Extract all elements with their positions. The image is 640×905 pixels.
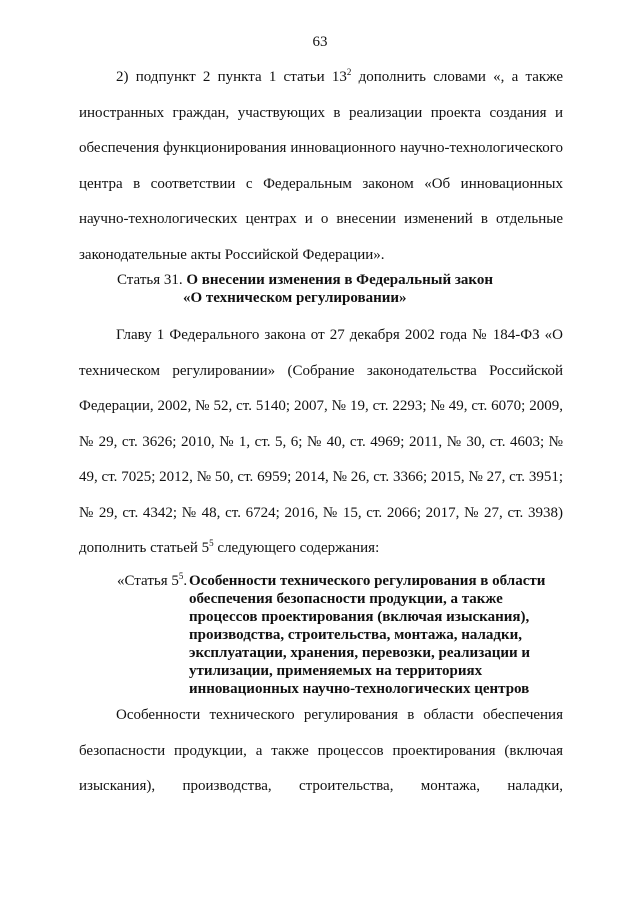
new-article-title-line: эксплуатации, хранения, перевозки, реализации и	[189, 645, 531, 661]
paragraph-amendment-13-2	[79, 60, 563, 273]
new-article-title-line: инновационных научно-технологических центров	[189, 681, 530, 697]
paragraph-chapter-text-start: Главу 1 Федерального закона от 27 декабря 2002 года № 184-ФЗ «О техническом регулировании» (Собрание законодательства Российской Федерации, 2002, № 52, ст. 5140; 2007, № 19, ст. 2293; № 49, ст. 6070; 2009, № 29, ст. 3626; 2010, № 1, ст. 5, 6; № 40, ст. 4969; 2011, № 30, ст. 4603; № 49, ст. 7025; 2012, № 50, ст. 6959; 2014, № 26, ст. 3366; 2015, № 27, ст. 3951; № 29, ст. 4342; № 48, ст. 6724; 2016, № 15, ст. 2066; 2017, № 27, ст. 3938) дополнить статьей 5	[79, 327, 563, 556]
new-article-title-line: процессов проектирования (включая изыскания),	[189, 609, 530, 625]
paragraph-amendment-text-end: дополнить словами «, а также иностранных граждан, участвующих в реализации проекта создания и обеспечения функционирования инновационного научно-технологического центра в соответствии с Федеральным законом «Об инновационных научно-технологических центрах и о внесении изменений в отдельные законодательные акты Российской Федерации».	[79, 69, 563, 263]
new-article-prefix-dot: .	[183, 573, 188, 589]
new-article-title-line: обеспечения безопасности продукции, а также	[189, 591, 503, 607]
page-number: 63	[312, 34, 328, 50]
article-31-heading	[117, 271, 557, 307]
superscript-article-index: 5	[209, 538, 214, 548]
paragraph-chapter-text-end: следующего содержания:	[213, 540, 380, 556]
paragraph-chapter-1-amendment	[79, 318, 563, 567]
article-title-line-2: «О техническом регулировании»	[183, 290, 407, 306]
article-number: Статья 31.	[117, 272, 183, 288]
new-article-title-line: производства, строительства, монтажа, наладки,	[189, 627, 523, 643]
new-article-title-line: Особенности технического регулирования в области	[189, 573, 546, 589]
article-title-line-1: О внесении изменения в Федеральный закон	[186, 272, 493, 288]
paragraph-article-body: Особенности технического регулирования в области обеспечения безопасности продукции, а также процессов проектирования (включая изыскания), производства, строительства, монтажа, наладки,	[79, 707, 563, 794]
new-article-prefix-text: «Статья 5	[117, 573, 179, 589]
new-article-prefix	[117, 572, 187, 590]
paragraph-amendment-text-start: 2) подпункт 2 пункта 1 статьи 13	[116, 69, 347, 85]
new-article-title	[189, 572, 567, 698]
new-article-title-line: утилизации, применяемых на территориях	[189, 663, 483, 679]
superscript-index: 2	[346, 67, 352, 77]
new-article-prefix-sup: 5	[178, 571, 184, 581]
